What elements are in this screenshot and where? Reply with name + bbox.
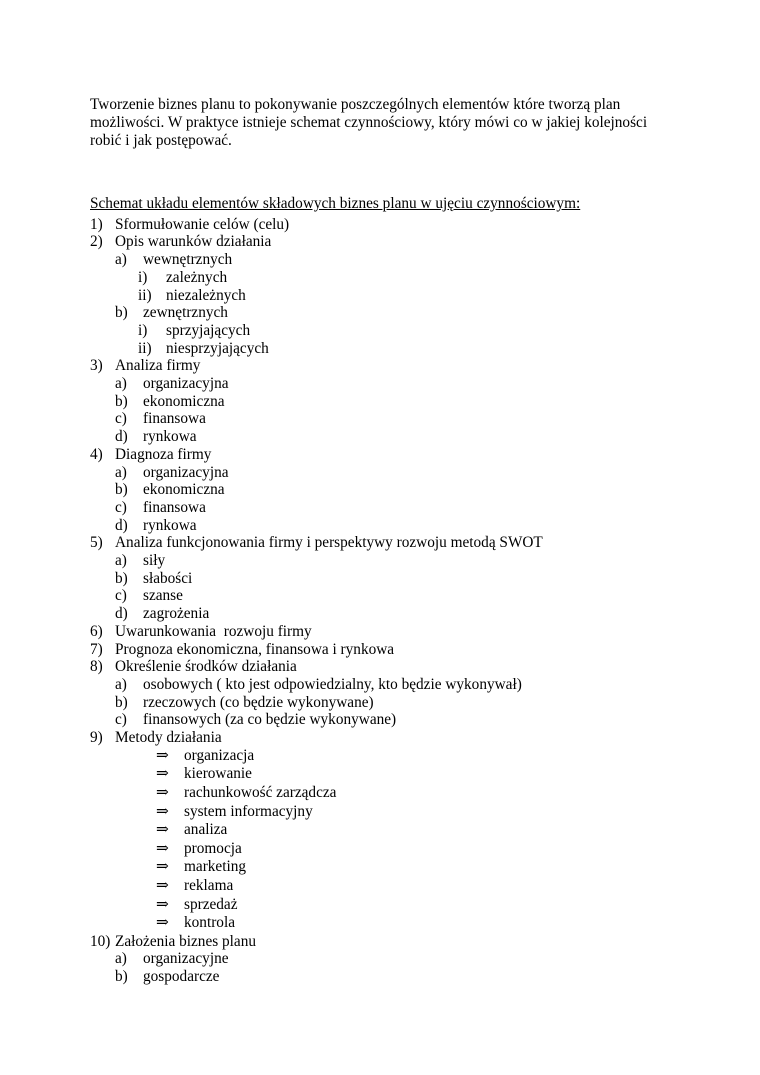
list-item (90, 676, 690, 694)
list-item (90, 641, 690, 659)
list-item-text: siły (143, 552, 166, 570)
list-item-text: reklama (184, 876, 234, 894)
list-item (90, 322, 690, 340)
list-item-text: Diagnoza firmy (115, 445, 212, 463)
list-item-marker: ⇒ (156, 839, 169, 857)
list-item (90, 304, 690, 322)
list-item-text: Analiza funkcjonowania firmy i perspektywy rozwoju metodą SWOT (115, 534, 543, 552)
list-item-text: Opis warunków działania (115, 233, 272, 251)
list-item-marker: ⇒ (156, 895, 169, 913)
list-item (90, 877, 690, 896)
list-item-text: finansowa (143, 410, 206, 428)
list-item (90, 658, 690, 676)
outline-heading: Schemat układu elementów składowych biznes planu w ujęciu czynnościowym: (90, 195, 581, 212)
list-item-text: Założenia biznes planu (115, 932, 257, 950)
list-item-marker: c) (115, 410, 127, 428)
list-item (90, 587, 690, 605)
list-item-text: promocja (184, 839, 242, 857)
list-item (90, 711, 690, 729)
list-item (90, 803, 690, 822)
list-item (90, 233, 690, 251)
list-item-marker: i) (138, 321, 148, 339)
list-item-text: wewnętrznych (143, 251, 233, 269)
list-item (90, 216, 690, 234)
intro-line: Tworzenie biznes planu to pokonywanie poszczególnych elementów które tworzą plan (90, 96, 621, 113)
list-item-marker: a) (115, 463, 127, 481)
list-item-marker: d) (115, 516, 128, 534)
list-item (90, 729, 690, 747)
list-item-marker: a) (115, 950, 127, 968)
list-item-marker: 7) (90, 640, 103, 658)
list-item-marker: 9) (90, 729, 103, 747)
list-item-text: kontrola (184, 914, 235, 932)
list-item-text: kierowanie (184, 765, 252, 783)
list-item (90, 534, 690, 552)
list-item-marker: ⇒ (156, 914, 169, 932)
list-item-marker: i) (138, 268, 148, 286)
list-item-marker: 10) (90, 932, 111, 950)
list-item (90, 968, 690, 986)
list-item (90, 428, 690, 446)
list-item (90, 481, 690, 499)
list-item (90, 914, 690, 933)
list-item-text: zewnętrznych (143, 304, 228, 322)
list-item (90, 605, 690, 623)
list-item-marker: b) (115, 392, 128, 410)
list-item-text: organizacyjna (143, 463, 229, 481)
list-item-marker: ii) (138, 286, 152, 304)
list-item (90, 517, 690, 535)
list-item-marker: b) (115, 968, 128, 986)
list-item-marker: d) (115, 605, 128, 623)
list-item-text: sprzedaż (184, 895, 238, 913)
list-item-text: słabości (143, 569, 193, 587)
list-item (90, 410, 690, 428)
list-item (90, 765, 690, 784)
list-item-text: niezależnych (166, 286, 246, 304)
list-item-text: analiza (184, 821, 228, 839)
list-item-text: Określenie środków działania (115, 658, 297, 676)
list-item-marker: 4) (90, 445, 103, 463)
list-item (90, 570, 690, 588)
list-item-marker: a) (115, 375, 127, 393)
list-item (90, 357, 690, 375)
list-item-marker: ⇒ (156, 802, 169, 820)
list-item (90, 623, 690, 641)
list-item (90, 269, 690, 287)
list-item-marker: 5) (90, 534, 103, 552)
list-item-text: rynkowa (143, 428, 197, 446)
list-item-text: niesprzyjających (166, 339, 269, 357)
list-item-text: system informacyjny (184, 802, 313, 820)
list-item-text: zależnych (166, 268, 228, 286)
list-item-marker: 2) (90, 233, 103, 251)
list-item (90, 840, 690, 859)
list-item-marker: c) (115, 498, 127, 516)
list-item (90, 858, 690, 877)
list-item-marker: ⇒ (156, 765, 169, 783)
list-item (90, 552, 690, 570)
list-item (90, 821, 690, 840)
list-item-text: sprzyjających (166, 321, 251, 339)
list-item-text: rachunkowość zarządcza (184, 783, 337, 801)
list-item (90, 446, 690, 464)
list-item (90, 251, 690, 269)
list-item-marker: b) (115, 481, 128, 499)
list-item-marker: ⇒ (156, 746, 169, 764)
list-item-text: Analiza firmy (115, 357, 201, 375)
list-item-text: Prognoza ekonomiczna, finansowa i rynkowa (115, 640, 395, 658)
list-item-marker: ⇒ (156, 821, 169, 839)
list-item (90, 499, 690, 517)
list-item (90, 747, 690, 766)
list-item-text: rzeczowych (co będzie wykonywane) (143, 693, 374, 711)
intro-line: możliwości. W praktyce istnieje schemat czynnościowy, który mówi co w jakiej kolejności (90, 114, 648, 131)
list-item-marker: 3) (90, 357, 103, 375)
list-item-marker: a) (115, 675, 127, 693)
list-item-marker: b) (115, 304, 128, 322)
list-item-text: Sformułowanie celów (celu) (115, 215, 290, 233)
list-item-marker: a) (115, 552, 127, 570)
list-item-marker: 6) (90, 622, 103, 640)
list-item-marker: d) (115, 428, 128, 446)
list-item-marker: c) (115, 587, 127, 605)
list-item-marker: 1) (90, 215, 103, 233)
list-item-text: gospodarcze (143, 968, 220, 986)
list-item-marker: b) (115, 693, 128, 711)
list-item (90, 896, 690, 915)
list-item (90, 933, 690, 951)
list-item (90, 287, 690, 305)
list-item (90, 375, 690, 393)
list-item-text: ekonomiczna (143, 392, 225, 410)
list-item-marker: b) (115, 569, 128, 587)
list-item-text: organizacyjna (143, 375, 229, 393)
list-item-text: szanse (143, 587, 183, 605)
list-item-text: organizacja (184, 746, 255, 764)
intro-paragraph (90, 96, 690, 150)
list-item-text: Uwarunkowania rozwoju firmy (115, 622, 312, 640)
list-item-text: zagrożenia (143, 605, 210, 623)
list-item-marker: ii) (138, 339, 152, 357)
list-item-marker: ⇒ (156, 858, 169, 876)
list-item (90, 950, 690, 968)
list-item-text: organizacyjne (143, 950, 229, 968)
list-item-marker: ⇒ (156, 783, 169, 801)
list-item-text: finansowa (143, 498, 206, 516)
outline-list (90, 216, 690, 986)
list-item (90, 464, 690, 482)
list-item-text: ekonomiczna (143, 481, 225, 499)
list-item (90, 393, 690, 411)
list-item (90, 784, 690, 803)
list-item-marker: a) (115, 251, 127, 269)
list-item-marker: c) (115, 711, 127, 729)
list-item-marker: ⇒ (156, 876, 169, 894)
list-item-text: marketing (184, 858, 247, 876)
list-item (90, 340, 690, 358)
list-item-text: osobowych ( kto jest odpowiedzialny, kto będzie wykonywał) (143, 675, 522, 693)
list-item-text: Metody działania (115, 729, 222, 747)
list-item-text: rynkowa (143, 516, 197, 534)
list-item-text: finansowych (za co będzie wykonywane) (143, 711, 397, 729)
list-item-marker: 8) (90, 658, 103, 676)
intro-line: robić i jak postępować. (90, 132, 232, 149)
list-item (90, 694, 690, 712)
